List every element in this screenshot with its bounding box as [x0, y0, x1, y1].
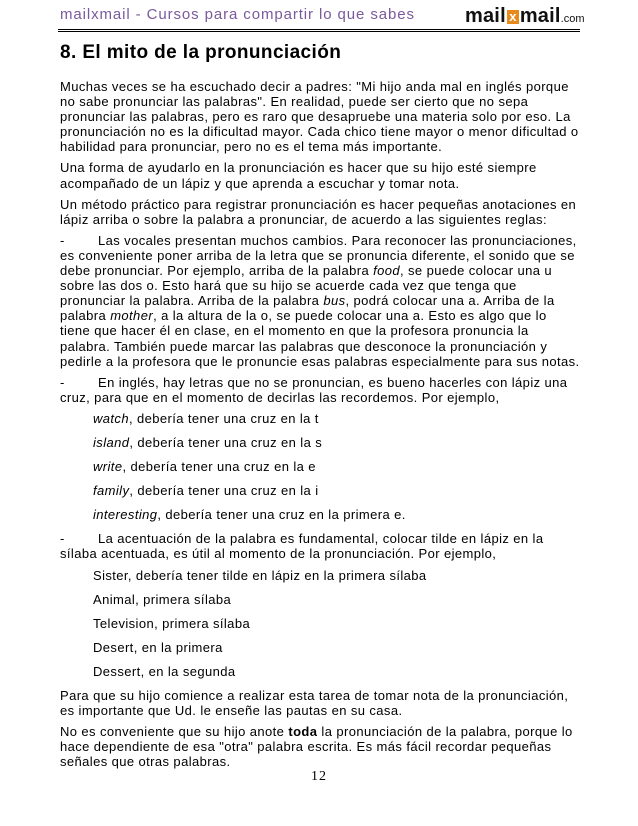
page-number: 12: [311, 769, 327, 784]
page-content: [60, 42, 580, 775]
mailxmail-logo: [465, 5, 585, 28]
rule-stress: - La acentuación de la palabra es fundamental, colocar tilde en lápiz en la sílaba acentuada, es útil al momento de la pronunciación. Por ejemplo,: [60, 531, 544, 562]
logo-text-right: mail: [519, 5, 561, 27]
emphasis-word: toda: [288, 724, 318, 740]
example-line: Desert, en la primera: [93, 639, 223, 655]
header-title: mailxmail - Cursos para compartir lo que sabes: [60, 6, 415, 23]
bullet-dash: -: [60, 374, 65, 390]
example-line: island, debería tener una cruz en la s: [93, 434, 323, 450]
example-line: write, debería tener una cruz en la e: [93, 459, 316, 475]
logo-com: .com: [560, 13, 585, 25]
rule-vowels: - Las vocales presentan muchos cambios. Para reconocer las pronunciaciones, es conveniente poner arriba de la letra que se pronuncia diferente, el sonido que se debe pronunciar. Por ejemplo, arriba de la palabra food, se puede colocar una u sobre las dos o. Esto hará que su hijo se acuerde cada vez que tenga que pronunciar la palabra. Arriba de la palabra bus, podrá colocar una a. Arriba de la palabra mother, a la altura de la o, se puede colocar una a. Esto es algo que lo tiene que hacer él en clase, en el momento en que la profesora pronuncia la palabra. También puede marcar las palabras que desconoce la pronunciación y pedirle a la profesora que le pronuncie esas palabras especialmente para sus notas.: [60, 232, 580, 369]
example-line: Sister, debería tener tilde en lápiz en la primera sílaba: [93, 567, 427, 583]
bullet-dash: -: [60, 531, 65, 547]
logo-x-mark: x: [507, 10, 519, 24]
paragraph-intro: Muchas veces se ha escuchado decir a padres: "Mi hijo anda mal en inglés porque no sabe pronunciar las palabras". En realidad, puede ser cierto que no sepa pronunciar las palabras, pero es raro que desapruebe una materia solo por eso. La pronunciación no es la dificultad mayor. Cada chico tiene mayor o menor dificultad o habilidad para pronunciar, pero no es el tema más importante.: [60, 79, 579, 155]
rule-silent-letters: - En inglés, hay letras que no se pronuncian, es bueno hacerles con lápiz una cruz, para que en el momento de decirlas las recordemos. Por ejemplo,: [60, 374, 568, 405]
example-word: watch: [93, 410, 129, 426]
example-line: watch, debería tener una cruz en la t: [93, 410, 319, 426]
example-line: family, debería tener una cruz en la i: [93, 483, 319, 499]
example-word: interesting: [93, 507, 158, 523]
example-line: interesting, debería tener una cruz en la primera e.: [93, 507, 406, 523]
example-word: family: [93, 483, 130, 499]
example-line: Animal, primera sílaba: [93, 591, 232, 607]
example-word: write: [93, 459, 123, 475]
paragraph-pencil: Una forma de ayudarlo en la pronunciación es hacer que su hijo esté siempre acompañado de un lápiz y que aprenda a escuchar y tomar nota.: [60, 160, 537, 191]
paragraph-method: Un método práctico para registrar pronunciación es hacer pequeñas anotaciones en lápiz arriba o sobre la palabra a pronunciar, de acuerdo a las siguientes reglas:: [60, 196, 577, 227]
paragraph-conclusion: No es conveniente que su hijo anote toda la pronunciación de la palabra, porque lo hace dependiente de esa "otra" palabra escrita. Es más fácil recordar pequeñas señales que otras palabras.: [60, 724, 573, 770]
page-title: 8. El mito de la pronunciación: [60, 42, 342, 63]
example-word: mother: [110, 308, 154, 324]
example-word: food: [373, 263, 400, 279]
bullet-dash: -: [60, 232, 65, 248]
paragraph-practice: Para que su hijo comience a realizar esta tarea de tomar nota de la pronunciación, es importante que Ud. le enseñe las pautas en su casa.: [60, 688, 569, 719]
example-line: Dessert, en la segunda: [93, 663, 236, 679]
header-divider: [58, 29, 580, 32]
page-header: [60, 5, 585, 31]
example-line: Television, primera sílaba: [93, 615, 251, 631]
example-word: island: [93, 434, 130, 450]
example-word: bus: [323, 293, 346, 309]
logo-text-left: mail: [465, 5, 506, 27]
